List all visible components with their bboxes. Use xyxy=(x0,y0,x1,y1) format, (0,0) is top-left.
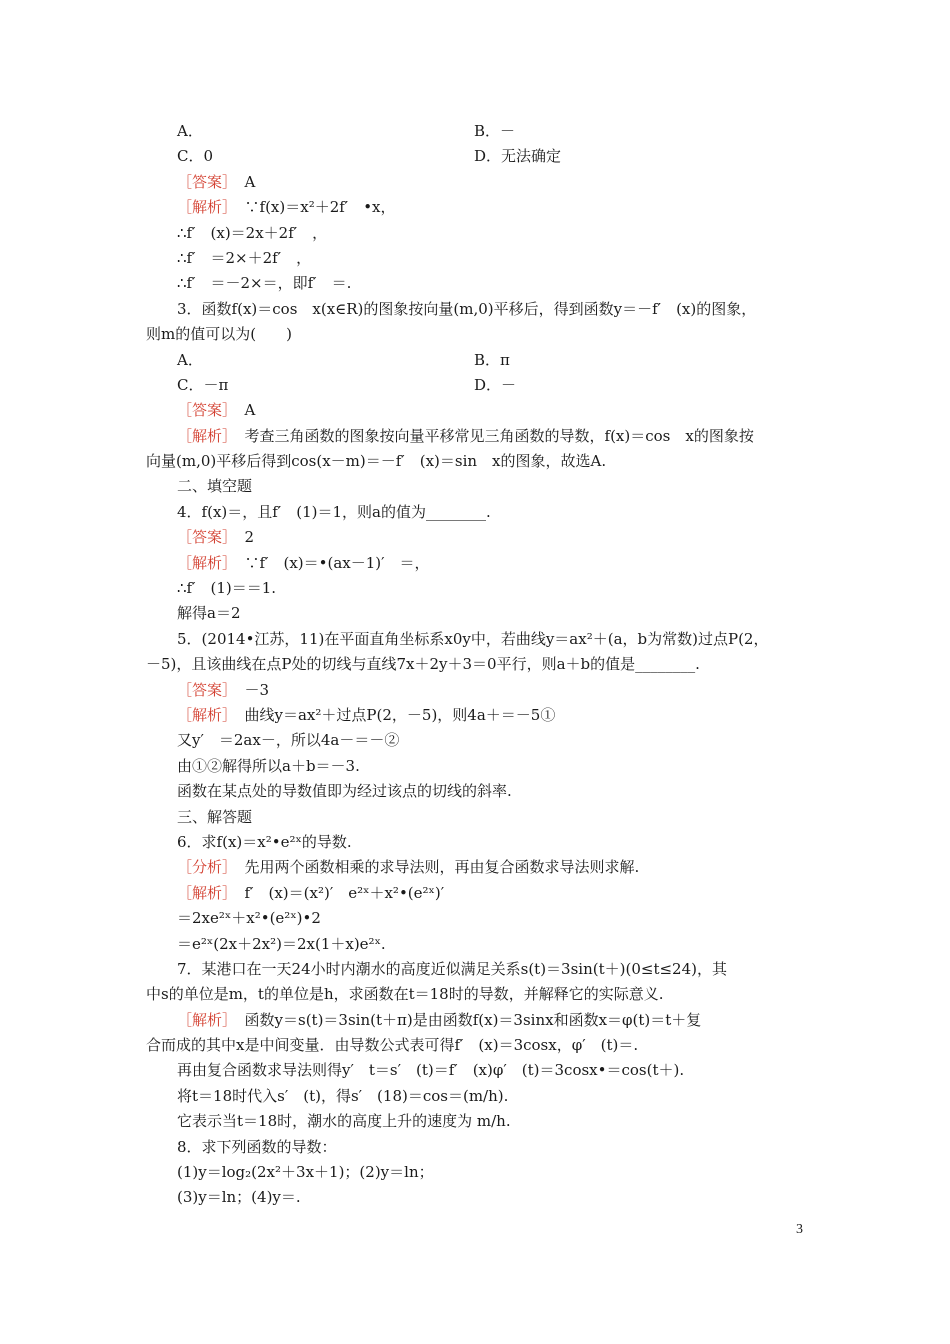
section-tag: ［答案］ xyxy=(177,172,230,191)
section-tag: ［解析］ xyxy=(177,198,230,217)
text-line: 三、解答题 xyxy=(177,807,253,826)
choice-right: B．－ xyxy=(474,122,516,140)
section-tag: ［解析］ xyxy=(177,883,230,902)
line-text: f′ (x)＝(x²)′ e²ˣ＋x²•(e²ˣ)′ xyxy=(229,883,445,902)
tagged-line xyxy=(146,551,811,576)
text-line: ∴f′ ＝－2×＝，即f′ ＝. xyxy=(177,274,352,293)
section-tag: ［解析］ xyxy=(177,426,230,445)
text-line: 7．某港口在一天24小时内潮水的高度近似满足关系s(t)＝3sin(t＋)(0≤t≤24)，其 xyxy=(177,959,727,978)
line-text: －3 xyxy=(229,680,270,699)
text-line: ∴f′ (1)＝＝1. xyxy=(177,579,277,598)
choice-left: C．0 xyxy=(177,147,214,166)
tagged-line xyxy=(146,855,811,880)
text-line: 又y′ ＝2ax－，所以4a－＝－② xyxy=(177,731,400,750)
tagged-line xyxy=(146,170,811,195)
tagged-line xyxy=(146,703,811,728)
text-line: 8．求下列函数的导数： xyxy=(177,1137,337,1156)
tagged-line xyxy=(146,1008,811,1033)
answer-choices-row xyxy=(146,373,811,398)
page-content xyxy=(146,119,811,1211)
page-number: 3 xyxy=(796,1222,803,1237)
text-line: ∴f′ (x)＝2x＋2f′ ， xyxy=(177,223,328,242)
section-tag: ［解析］ xyxy=(177,553,230,572)
text-line: 向量(m,0)平移后得到cos(x－m)＝－f′ (x)＝sin x的图象，故选A. xyxy=(146,452,607,471)
text-line: 将t＝18时代入s′ (t)，得s′ (18)＝cos＝(m/h). xyxy=(177,1086,509,1105)
line-text: 先用两个函数相乘的求导法则，再由复合函数求导法则求解. xyxy=(229,858,640,877)
choice-left: A． xyxy=(177,122,203,140)
text-line: －5)，且该曲线在点P处的切线与直线7x＋2y＋3＝0平行，则a＋b的值是________. xyxy=(146,655,700,674)
choice-right: D．－ xyxy=(474,375,517,394)
text-line: 5．(2014•江苏，11)在平面直角坐标系x0y中，若曲线y＝ax²＋(a，b为常数)过点P(2， xyxy=(177,629,769,648)
choice-left: A． xyxy=(177,350,203,369)
text-line: 它表示当t＝18时，潮水的高度上升的速度为 m/h. xyxy=(177,1112,511,1131)
line-text: 曲线y＝ax²＋过点P(2，－5)，则4a＋＝－5① xyxy=(229,705,556,724)
text-line: 合而成的其中x是中间变量．由导数公式表可得f′ (x)＝3cosx，φ′ (t)＝. xyxy=(146,1036,639,1055)
answer-choices-row xyxy=(146,144,811,169)
text-line: 解得a＝2 xyxy=(177,604,241,623)
answer-choices-row xyxy=(146,348,811,373)
line-text: A xyxy=(229,172,256,191)
section-tag: ［答案］ xyxy=(177,680,230,699)
line-text: 考查三角函数的图象按向量平移常见三角函数的导数，f(x)＝cos x的图象按 xyxy=(229,426,754,445)
text-line: 4．f(x)＝，且f′ (1)＝1，则a的值为________. xyxy=(177,502,491,521)
text-line: (1)y＝log₂(2x²＋3x＋1)；(2)y＝ln； xyxy=(177,1163,434,1182)
section-tag: ［分析］ xyxy=(177,858,230,877)
text-line: 函数在某点处的导数值即为经过该点的切线的斜率. xyxy=(177,782,512,801)
tagged-line xyxy=(146,678,811,703)
tagged-line xyxy=(146,398,811,423)
tagged-line xyxy=(146,525,811,550)
text-line: 6．求f(x)＝x²•e²ˣ的导数. xyxy=(177,832,352,851)
answer-choices-row xyxy=(146,119,811,144)
text-line: ＝e²ˣ(2x＋2x²)＝2x(1＋x)e²ˣ. xyxy=(177,934,386,953)
choice-right: D．无法确定 xyxy=(474,147,562,166)
line-text: 2 xyxy=(229,528,255,547)
tagged-line xyxy=(146,424,811,449)
text-line: 则m的值可以为( ) xyxy=(146,325,292,344)
line-text: ∵f(x)＝x²＋2f′ •x， xyxy=(229,198,396,217)
text-line: (3)y＝ln；(4)y＝. xyxy=(177,1188,301,1207)
text-line: ＝2xe²ˣ＋x²•(e²ˣ)•2 xyxy=(177,909,321,928)
line-text: A xyxy=(229,401,256,420)
tagged-line xyxy=(146,195,811,220)
section-tag: ［解析］ xyxy=(177,1010,230,1029)
text-line: 由①②解得所以a＋b＝－3. xyxy=(177,756,360,775)
section-tag: ［答案］ xyxy=(177,528,230,547)
text-line: 3．函数f(x)＝cos x(x∈R)的图象按向量(m,0)平移后，得到函数y＝－f′ (x)的图象， xyxy=(177,299,757,318)
choice-left: C．－π xyxy=(177,375,229,394)
line-text: 函数y＝s(t)＝3sin(t＋π)是由函数f(x)＝3sinx和函数x＝φ(t)＝t＋复 xyxy=(229,1010,702,1029)
line-text: ∵f′ (x)＝•(ax－1)′ ＝， xyxy=(229,553,430,572)
text-line: 再由复合函数求导法则得y′ t＝s′ (t)＝f′ (x)φ′ (t)＝3cosx•＝cos(t＋). xyxy=(177,1061,685,1080)
choice-right: B．π xyxy=(474,350,510,369)
text-line: ∴f′ ＝2×＋2f′ ， xyxy=(177,248,312,267)
text-line: 二、填空题 xyxy=(177,477,253,496)
section-tag: ［解析］ xyxy=(177,705,230,724)
text-line: 中s的单位是m，t的单位是h，求函数在t＝18时的导数，并解释它的实际意义. xyxy=(146,985,664,1004)
tagged-line xyxy=(146,881,811,906)
section-tag: ［答案］ xyxy=(177,401,230,420)
